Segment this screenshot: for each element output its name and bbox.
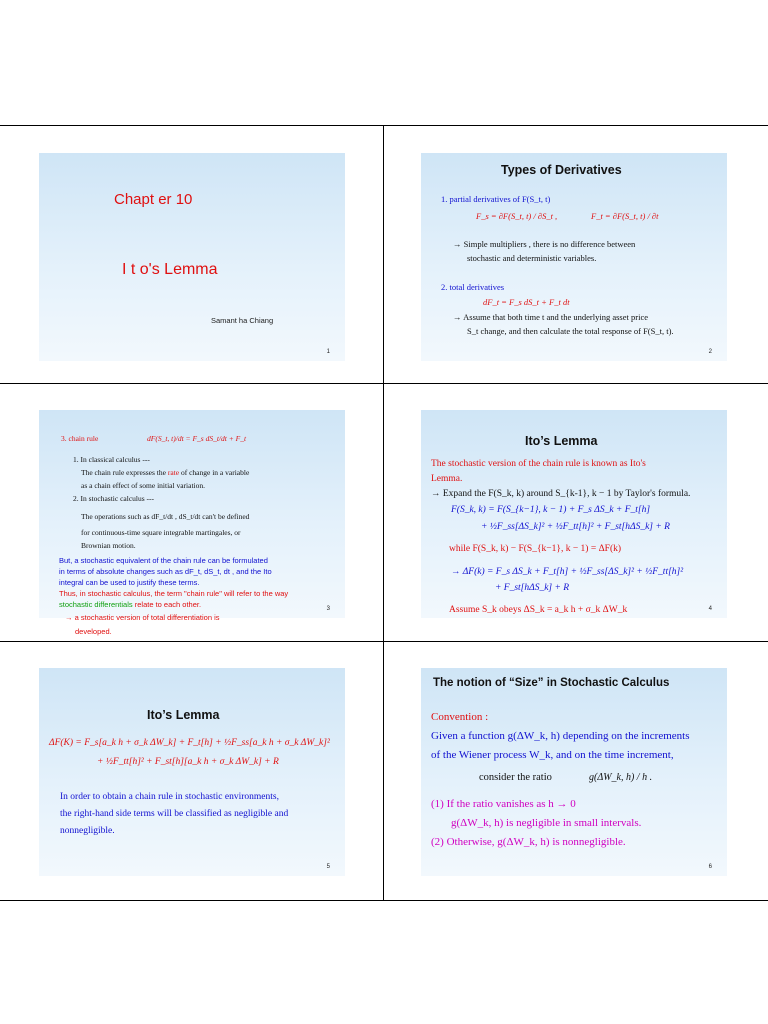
given-line-2: of the Wiener process W_k, and on the time increment, [431, 749, 674, 761]
lemma-title: I t o's Lemma [122, 261, 218, 278]
note-response: S_t change, and then calculate the total response of F(S_t, t). [467, 326, 674, 336]
developed-line-2: developed. [75, 627, 112, 636]
given-line-1: Given a function g(ΔW_k, h) depending on the increments [431, 730, 690, 742]
but-line-1: But, a stochastic equivalent of the chain rule can be formulated [59, 556, 268, 565]
thus-line-2: stochastic differentials relate to each other. [59, 600, 202, 609]
para-line-3: nonnegligible. [60, 826, 115, 836]
case-1-detail: g(ΔW_k, h) is negligible in small intervals. [451, 817, 642, 829]
item-total: 2. total derivatives [441, 282, 505, 292]
slide-title: The notion of “Size” in Stochastic Calculus [433, 677, 670, 689]
author: Samant ha Chiang [211, 316, 274, 325]
intro-line-2: Lemma. [431, 474, 463, 484]
while-line: while F(S_k, k) − F(S_{k−1}, k − 1) = ΔF(k) [449, 544, 622, 554]
page-number: 3 [326, 606, 330, 612]
ratio-label: consider the ratio [479, 772, 552, 783]
page-number: 2 [708, 349, 712, 355]
developed-line-1: → a stochastic version of total differentiation is [65, 613, 220, 622]
assume-line: Assume S_k obeys ΔS_k = a_k h + σ_k ΔW_k [449, 605, 628, 615]
eq-partial-s: F_s = ∂F(S_t, t) / ∂S_t , [476, 211, 558, 221]
stochastic-line-1: The operations such as dF_t/dt , dS_t/dt can't be defined [81, 512, 250, 521]
ito-eq-2: + ½F_tt[h]² + F_st[h][a_k h + σ_k ΔW_k] + R [97, 757, 279, 767]
classical-label: 1. In classical calculus --- [73, 455, 150, 464]
taylor-eq-1: F(S_k, k) = F(S_{k−1}, k − 1) + F_s ΔS_k + F_t[h] [451, 505, 651, 515]
stochastic-line-2: for continuous-time square integrable martingales, or [81, 528, 241, 537]
case-2: (2) Otherwise, g(ΔW_k, h) is nonnegligible. [431, 836, 626, 848]
slide-3 [39, 410, 345, 636]
convention: Convention : [431, 711, 489, 723]
row-divider-2 [0, 641, 768, 642]
item-partial: 1. partial derivatives of F(S_t, t) [441, 194, 551, 204]
eq-total: dF_t = F_s dS_t + F_t dt [483, 297, 570, 307]
but-line-3: integral can be used to justify these terms. [59, 578, 200, 587]
stochastic-line-3: Brownian motion. [81, 541, 136, 550]
chain-rule-eq: dF(S_t, t)/dt = F_s dS_t/dt + F_t [147, 434, 247, 443]
slide-2 [421, 153, 727, 361]
case-1: (1) If the ratio vanishes as h → 0 [431, 798, 576, 810]
slide-5 [39, 668, 345, 876]
delta-eq-2: + F_st[hΔS_k] + R [495, 583, 570, 593]
page-number: 1 [326, 349, 330, 355]
chain-rule-label: 3. chain rule [61, 434, 99, 443]
stochastic-label: 2. In stochastic calculus --- [73, 494, 155, 503]
expand-line: → Expand the F(S_k, k) around S_{k-1}, k − 1 by Taylor's formula. [431, 489, 691, 499]
slide-1 [39, 153, 345, 361]
slide-title: Types of Derivatives [501, 163, 622, 177]
chapter-title: Chapt er 10 [114, 191, 193, 208]
intro-line-1: The stochastic version of the chain rule is known as Ito's [431, 459, 646, 469]
eq-partial-t: F_t = ∂F(S_t, t) / ∂t [591, 211, 659, 221]
note-assume: → Assume that both time t and the underlying asset price [453, 312, 648, 322]
para-line-1: In order to obtain a chain rule in stochastic environments, [60, 792, 279, 802]
page-number: 4 [708, 606, 712, 612]
page-number: 5 [326, 864, 330, 870]
taylor-eq-2: + ½F_ss[ΔS_k]² + ½F_tt[h]² + F_st[hΔS_k] + R [481, 522, 670, 532]
but-line-2: in terms of absolute changes such as dF_t, dS_t, dt , and the Ito [59, 567, 272, 576]
vertical-divider [383, 126, 384, 900]
ito-eq-1: ΔF(K) = F_s[a_k h + σ_k ΔW_k] + F_t[h] + ½F_ss[a_k h + σ_k ΔW_k]² [49, 738, 330, 748]
para-line-2: the right-hand side terms will be classified as negligible and [60, 809, 289, 819]
page-number: 6 [708, 864, 712, 870]
classical-line-1: The chain rule expresses the rate of change in a variable [81, 468, 250, 477]
slide-6 [421, 668, 727, 876]
row-divider-1 [0, 383, 768, 384]
slide-title: Ito’s Lemma [147, 708, 220, 722]
slide-4 [421, 410, 727, 618]
note-multipliers: → Simple multipliers , there is no difference between [453, 239, 636, 249]
note-stochastic: stochastic and deterministic variables. [467, 253, 597, 263]
ratio-eq: g(ΔW_k, h) / h . [589, 772, 653, 783]
delta-eq-1: → ΔF(k) = F_s ΔS_k + F_t[h] + ½F_ss[ΔS_k]² + ½F_tt[h]² [451, 567, 684, 577]
classical-line-2: as a chain effect of some initial variation. [81, 481, 205, 490]
slide-title: Ito’s Lemma [525, 434, 598, 448]
thus-line-1: Thus, in stochastic calculus, the term "chain rule" will refer to the way [59, 589, 289, 598]
page-grid [0, 125, 768, 901]
